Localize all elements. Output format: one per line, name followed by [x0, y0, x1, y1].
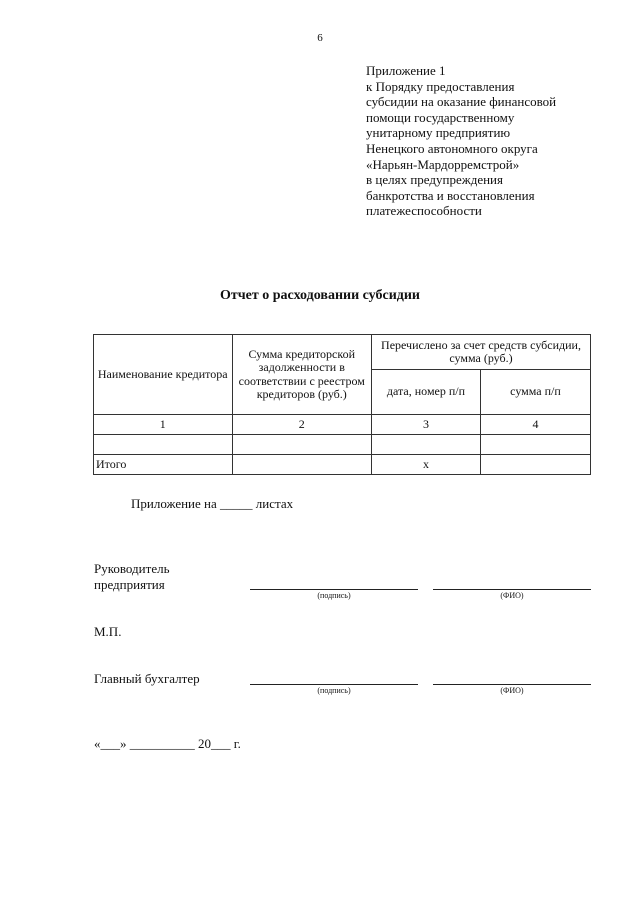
column-number: 4 [480, 415, 590, 435]
table-cell [232, 455, 372, 475]
column-number: 2 [232, 415, 372, 435]
stamp-place: М.П. [94, 624, 122, 639]
report-title: Отчет о расходовании субсидии [220, 288, 420, 303]
header-payment-sum: сумма п/п [480, 370, 590, 415]
appendix-line: Ненецкого автономного округа [366, 140, 538, 156]
appendix-line: субсидии на оказание финансовой [366, 94, 557, 110]
header-transferred-group: Перечислено за счет средств субсидии, сумма (руб.) [372, 335, 591, 370]
appendix-line: платежеспособности [366, 203, 482, 219]
accountant-name-line [433, 684, 591, 685]
accountant-signature-line [250, 684, 418, 685]
appendix-line: Приложение 1 [366, 63, 446, 78]
appendix-line: банкротства и восстановления [366, 187, 535, 203]
head-signature-caption: (подпись) [317, 591, 351, 600]
accountant-signature-caption: (подпись) [317, 686, 351, 695]
date-line: «___» __________ 20___ г. [94, 736, 241, 751]
table-cell [480, 455, 590, 475]
attachment-blank: _____ [220, 496, 253, 511]
header-debt-amount: Сумма кредиторской задолженности в соответствии с реестром кредиторов (руб.) [232, 335, 372, 415]
attachment-suffix: листах [255, 496, 294, 511]
accountant-name-caption: (ФИО) [500, 686, 524, 695]
page-number: 6 [317, 32, 323, 44]
head-signature-line [250, 589, 418, 590]
head-name-line [433, 589, 591, 590]
total-label: Итого [94, 455, 233, 475]
report-table [93, 334, 591, 475]
head-label-line2: предприятия [94, 576, 165, 592]
appendix-line: в целях предупреждения [366, 172, 503, 188]
attachment-line [131, 496, 293, 512]
table-cell [94, 435, 233, 455]
appendix-block [366, 63, 626, 219]
appendix-line: унитарному предприятию [366, 125, 511, 141]
appendix-line: помощи государственному [366, 109, 515, 125]
head-name-caption: (ФИО) [500, 591, 524, 600]
header-date-number: дата, номер п/п [372, 370, 481, 415]
appendix-line: «Нарьян-Мардорремстрой» [366, 156, 520, 172]
appendix-line: к Порядку предоставления [366, 78, 515, 94]
accountant-label: Главный бухгалтер [94, 671, 200, 686]
head-label [94, 561, 170, 592]
table-cell [480, 435, 590, 455]
head-label-line1: Руководитель [94, 561, 170, 576]
table-row [94, 435, 591, 455]
table-cell [372, 435, 481, 455]
attachment-prefix: Приложение на [131, 496, 217, 511]
column-number: 3 [372, 415, 481, 435]
table-cell [232, 435, 372, 455]
total-mark: х [372, 455, 481, 475]
total-row [94, 455, 591, 475]
header-creditor-name: Наименование кредитора [94, 335, 233, 415]
column-number: 1 [94, 415, 233, 435]
